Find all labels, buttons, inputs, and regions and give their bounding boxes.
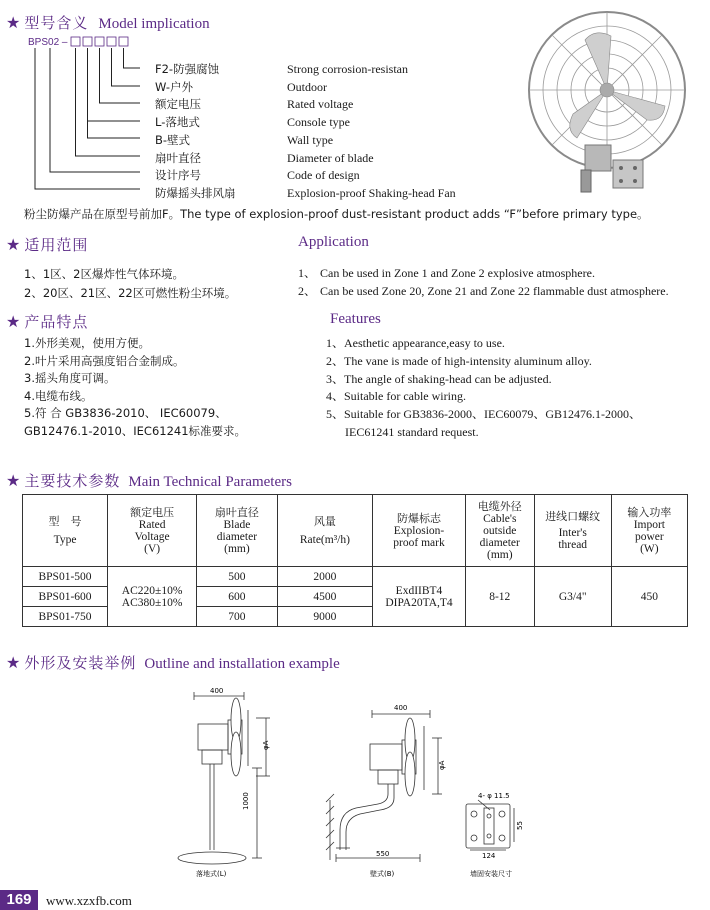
type-cell: BPS01-500 (23, 567, 108, 587)
features-list-cn (24, 335, 246, 440)
model-item-cn: 扇叶直径 (155, 150, 201, 165)
cable-cell: 8-12 (465, 567, 534, 627)
feature-item-cn: 2.叶片采用高强度铝合金制成。 (24, 353, 185, 368)
feature-item-en: 5、Suitable for GB3836-2000、IEC60079、GB12476.1-2000、 (326, 407, 641, 422)
star-icon: ★ (6, 237, 21, 254)
model-code: BPS02 – (28, 37, 68, 48)
caption-floor: 落地式(L) (196, 870, 227, 878)
type-cell: BPS01-750 (23, 607, 108, 627)
table-row (23, 567, 688, 587)
dim-124: 124 (482, 852, 496, 860)
model-item-cn: W-户外 (155, 79, 194, 94)
header-cell: 额定电压 Rated Voltage (V) (108, 495, 197, 567)
application-item-en: 2、 Can be used Zone 20, Zone 21 and Zone 22 flammable dust atmosphere. (298, 284, 669, 298)
caption-mount: 墙固安装尺寸 (470, 870, 512, 878)
params-title: ★ 主要技术参数 Main Technical Parameters (6, 472, 292, 490)
page-number: 169 (0, 890, 38, 910)
header-cell: 风量 Rate(m³/h) (277, 495, 373, 567)
feature-item-cn: 4.电缆布线。 (24, 388, 93, 403)
model-item-en: Explosion-proof Shaking-head Fan (287, 185, 456, 200)
feature-item-en: 1、Aesthetic appearance,easy to use. (326, 336, 505, 350)
application-item-cn: 2、20区、21区、22区可燃性粉尘环境。 (24, 286, 237, 300)
model-item-cn: L-落地式 (155, 115, 200, 130)
power-cell: 450 (611, 567, 687, 627)
dim-400-floor: 400 (210, 687, 224, 695)
rate-cell: 2000 (277, 567, 373, 587)
caption-wall: 壁式(B) (370, 870, 395, 878)
star-icon: ★ (6, 15, 21, 32)
feature-item-cn: 1.外形美观，使用方便。 (24, 336, 150, 350)
model-item-en: Strong corrosion-resistan (287, 62, 408, 76)
mark-cell: ExdIIBT4 DIPA20TA,T4 (373, 567, 466, 627)
diameter-cell: 700 (197, 607, 277, 627)
feature-item-cn: 3.摇头角度可调。 (24, 371, 116, 385)
header-cell: 防爆标志 Explosion-proof mark (373, 495, 466, 567)
feature-item-en: IEC61241 standard request. (345, 424, 479, 439)
footer-url[interactable]: www.xzxfb.com (46, 893, 132, 908)
model-item-en: Outdoor (287, 79, 327, 94)
dim-55: 55 (516, 821, 524, 830)
model-items-cn (155, 61, 236, 203)
dim-400-wall: 400 (394, 704, 408, 712)
model-item-en: Diameter of blade (287, 150, 374, 165)
model-item-en: Rated voltage (287, 97, 354, 112)
model-item-cn: B-壁式 (155, 132, 191, 147)
voltage-cell: AC220±10% AC380±10% (108, 567, 197, 627)
model-code-diagram (0, 0, 300, 200)
model-items-en (287, 61, 456, 203)
dim-hole: 4- φ 11.5 (478, 792, 510, 800)
features-list-en (326, 335, 641, 442)
thread-cell: G3/4" (534, 567, 611, 627)
fan-product-image (515, 10, 705, 195)
dim-1000: 1000 (242, 792, 250, 810)
application-title-en: Application (298, 234, 369, 250)
dim-phiA-wall: φA (438, 760, 446, 770)
star-icon: ★ (6, 655, 21, 672)
model-item-cn: 防爆摇头排风扇 (155, 185, 236, 200)
rate-cell: 9000 (277, 607, 373, 627)
model-note: 粉尘防爆产品在原型号前加F。The type of explosion-proof dust-resistant product adds “F”before primary type。 (24, 207, 649, 221)
spec-table (22, 494, 688, 627)
model-item-en: Code of design (287, 168, 360, 183)
feature-item-cn: GB12476.1-2010、IEC61241标准要求。 (24, 423, 247, 438)
feature-item-en: 2、The vane is made of high-intensity aluminum alloy. (326, 353, 592, 368)
model-item-en: Console type (287, 115, 350, 130)
star-icon: ★ (6, 314, 21, 331)
table-header-row (23, 495, 688, 567)
header-cell: 进线口螺纹 Inter's thread (534, 495, 611, 567)
model-item-cn: 设计序号 (155, 168, 201, 183)
application-list-cn (24, 265, 236, 303)
header-cell: 输入功率 Import power (W) (611, 495, 687, 567)
features-title-cn: ★ 产品特点 (6, 313, 89, 331)
outline-title: ★ 外形及安装举例 Outline and installation example (6, 654, 340, 672)
dim-550: 550 (376, 850, 390, 858)
application-list-en (298, 264, 669, 300)
application-title-cn: ★ 适用范围 (6, 236, 89, 254)
model-item-cn: F2-防强腐蚀 (155, 62, 220, 76)
diameter-cell: 600 (197, 587, 277, 607)
model-section-title: ★ 型号含义 Model implication (6, 14, 210, 32)
header-cell: 电缆外径 Cable's outside diameter (mm) (465, 495, 534, 567)
header-cell: 型 号 Type (23, 495, 108, 567)
outline-drawing (0, 680, 710, 885)
dim-phiA-floor: φA (262, 740, 270, 750)
model-item-cn: 额定电压 (155, 97, 201, 112)
header-cell: 扇叶直径 Blade diameter (mm) (197, 495, 277, 567)
feature-item-en: 4、Suitable for cable wiring. (326, 389, 466, 404)
application-item-cn: 1、1区、2区爆炸性气体环境。 (24, 267, 184, 281)
feature-item-cn: 5.符 合 GB3836-2010、 IEC60079、 (24, 406, 227, 420)
model-item-en: Wall type (287, 132, 334, 147)
star-icon: ★ (6, 473, 21, 490)
rate-cell: 4500 (277, 587, 373, 607)
type-cell: BPS01-600 (23, 587, 108, 607)
diameter-cell: 500 (197, 567, 277, 587)
application-item-en: 1、 Can be used in Zone 1 and Zone 2 explosive atmosphere. (298, 266, 595, 280)
feature-item-en: 3、The angle of shaking-head can be adjusted. (326, 371, 552, 386)
features-title-en: Features (330, 311, 381, 327)
